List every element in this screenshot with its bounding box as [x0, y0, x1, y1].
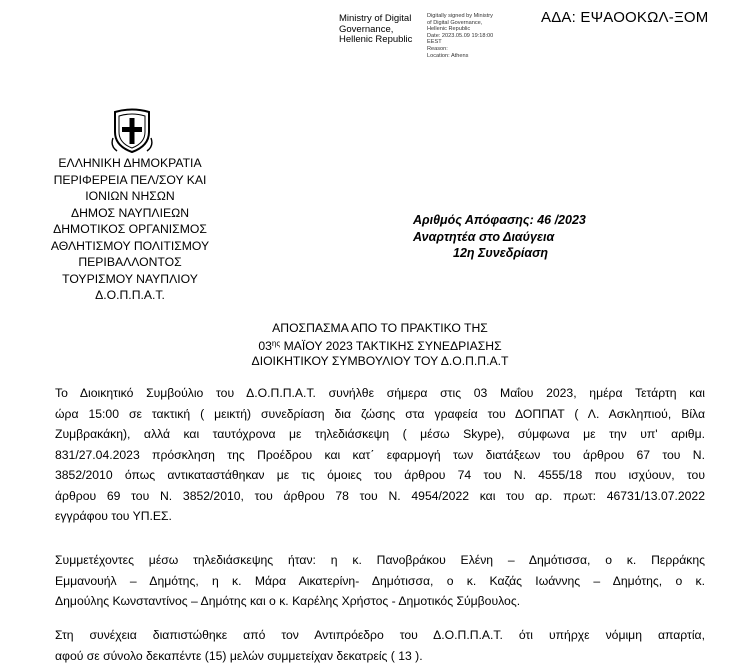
signature-detail: Reason:	[427, 45, 448, 52]
digital-signature-signer	[339, 14, 424, 46]
greek-coat-of-arms-icon	[109, 108, 155, 154]
digital-signature-details	[427, 13, 527, 59]
session-number: 12η Συνεδρίαση	[453, 246, 549, 260]
document-title	[150, 321, 610, 369]
authority-line: ΠΕΡΙΒΑΛΛΟΝΤΟΣ	[78, 255, 182, 269]
signer-line: Hellenic Republic	[339, 34, 413, 45]
authority-line: ΔΗΜΟΤΙΚΟΣ ΟΡΓΑΝΙΣΜΟΣ	[53, 222, 207, 236]
signature-detail: EEST	[427, 39, 442, 46]
authority-line: ΠΕΡΙΦΕΡΕΙΑ ΠΕΛ/ΣΟΥ ΚΑΙ	[53, 172, 207, 187]
authority-line: Δ.Ο.Π.Π.Α.Τ.	[95, 288, 165, 302]
signature-detail: Location: Athens	[427, 52, 469, 59]
paragraph-line: Στη συνέχεια διαπιστώθηκε από τον Αντιπρόεδρο του Δ.Ο.Π.Π.Α.Τ. ότι υπήρχε νόμιμη απαρτία,	[55, 628, 705, 642]
paragraph-line: Δημούλης Κωνσταντίνος – Δημότης και ο κ. Καρέλης Χρήστος - Δημοτικός Σύμβουλος.	[55, 594, 521, 608]
signature-detail: Date: 2023.05.09 19:18:00	[427, 32, 494, 39]
posting-note: Αναρτητέα στο Διαύγεια	[413, 229, 555, 244]
paragraph-line: Εμμανουήλ – Δημότης, η κ. Μάρα Αικατερίνη- Δημότισσα, ο κ. Καζάς Ιωάννης – Δημότης, ο κ.	[55, 573, 705, 588]
paragraph-quorum	[55, 625, 705, 666]
paragraph-line: αφού σε σύνολο δεκαπέντε (15) μελών συμμετείχαν δεκατρείς ( 13 ).	[55, 648, 423, 663]
paragraph-line: εγγράφου του ΥΠ.ΕΣ.	[55, 509, 172, 523]
paragraph-line: ώρα 15:00 σε τακτική ( μεικτή) συνεδρίαση δια ζώσης στα γραφεία του ΔΟΠΠΑΤ ( Λ. Ασκληπιού, Βίλα	[55, 406, 705, 421]
decision-number: Αριθμός Απόφασης: 46 /2023	[413, 213, 586, 227]
paragraph-participants	[55, 550, 705, 612]
title-line-2	[150, 336, 610, 354]
paragraph-meeting-details	[55, 383, 705, 527]
title-date-number: 03	[258, 339, 272, 353]
signer-line: Ministry of Digital	[339, 13, 412, 24]
signer-line: Governance,	[339, 23, 394, 35]
paragraph-line: άρθρου 69 του Ν. 3852/2010, του άρθρου 78 του Ν. 4954/2022 και του αρ. πρωτ: 46731/13.07.2022	[55, 488, 705, 503]
paragraph-line: 831/27.04.2023 πρόσκληση της Προέδρου και κατ΄ εφαρμογή των διατάξεων του άρθρου 67 του Ν.	[55, 447, 705, 462]
authority-line: ΤΟΥΡΙΣΜΟΥ ΝΑΥΠΛΙΟΥ	[62, 271, 198, 286]
authority-line: ΕΛΛΗΝΙΚΗ ΔΗΜΟΚΡΑΤΙΑ	[58, 156, 202, 170]
signature-detail: of Digital Governance,	[427, 19, 483, 26]
paragraph-line: 3852/2010 όπως αντικαταστάθηκαν με τις όμοιες του άρθρου 74 του Ν. 4555/18 που ισχύουν, του	[55, 468, 705, 482]
paragraph-line: Ζυμβρακάκη), αλλά και ταυτόχρονα με τηλεδιάσκεψη ( μέσω Skype), σύμφωνα με την υπ' αριθμ.	[55, 427, 705, 441]
paragraph-line: Το Διοικητικό Συμβούλιο του Δ.Ο.Π.Π.Α.Τ. συνήλθε σήμερα στις 03 Μαΐου 2023, ημέρα Τετάρτη και	[55, 386, 705, 400]
signature-detail: Hellenic Republic	[427, 26, 471, 33]
title-line-1: ΑΠΟΣΠΑΣΜΑ ΑΠΟ ΤΟ ΠΡΑΚΤΙΚΟ ΤΗΣ	[272, 321, 488, 335]
ada-code: ΑΔΑ: ΕΨΑΟΟΚΩΛ-ΞΟΜ	[541, 9, 709, 26]
authority-line: ΑΘΛΗΤΙΣΜΟΥ ΠΟΛΙΤΙΣΜΟΥ	[50, 238, 210, 253]
paragraph-line: Συμμετέχοντες μέσω τηλεδιάσκεψης ήταν: η κ. Πανοβράκου Ελένη – Δημότισσα, ο κ. Περράκης	[55, 553, 705, 567]
decision-info	[413, 212, 586, 262]
authority-line: ΔΗΜΟΣ ΝΑΥΠΛΙΕΩΝ	[70, 205, 190, 220]
issuing-authority	[40, 155, 220, 304]
authority-line: ΙΟΝΙΩΝ ΝΗΣΩΝ	[85, 189, 175, 203]
title-line-3: ΔΙΟΙΚΗΤΙΚΟΥ ΣΥΜΒΟΥΛΙΟΥ ΤΟΥ Δ.Ο.Π.Π.Α.Τ	[251, 354, 509, 368]
title-date-suffix: ης	[271, 339, 281, 348]
title-date-rest: ΜΑΪΟΥ 2023 ΤΑΚΤΙΚΗΣ ΣΥΝΕΔΡΙΑΣΗΣ	[280, 339, 502, 353]
signature-detail: Digitally signed by Ministry	[427, 13, 493, 19]
